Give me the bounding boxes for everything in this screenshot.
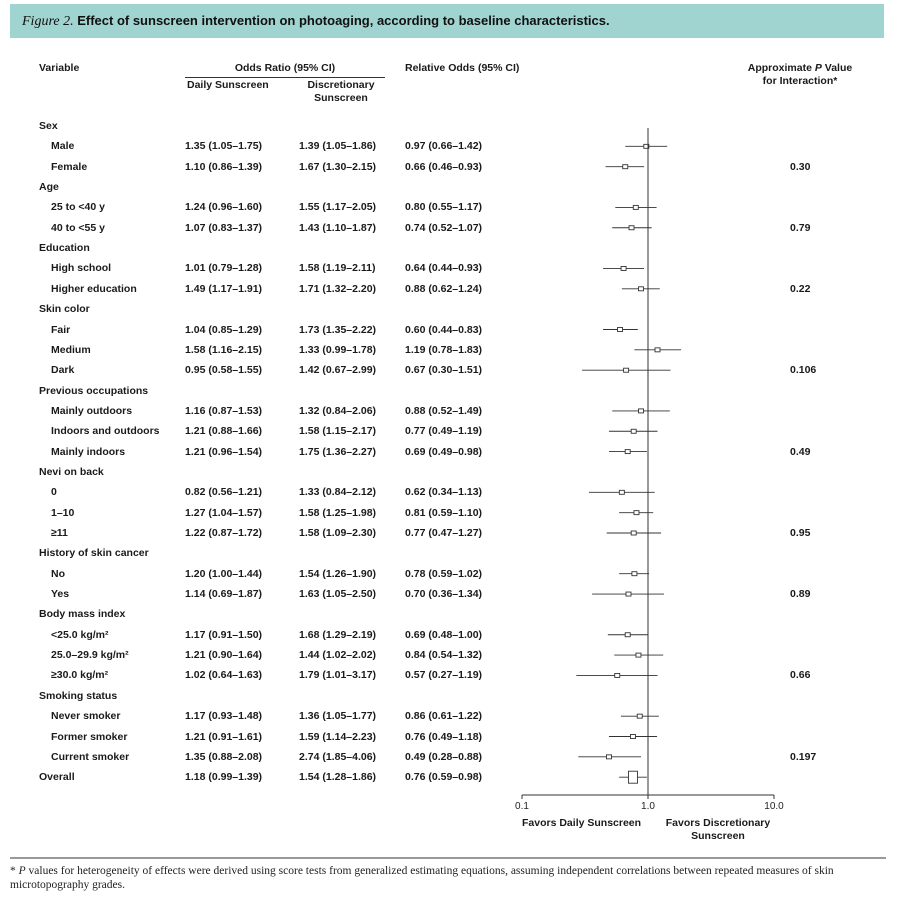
ci-mark — [582, 368, 670, 372]
relative-odds: 0.69 (0.48–1.00) — [405, 628, 483, 641]
daily-or: 1.22 (0.87–1.72) — [185, 527, 263, 539]
discretionary-or: 1.63 (1.05–2.50) — [299, 588, 377, 601]
ci-mark — [615, 205, 656, 209]
relative-odds: 0.88 (0.62–1.24) — [405, 282, 483, 295]
discretionary-or: 1.54 (1.26–1.90) — [299, 567, 377, 580]
ci-mark — [619, 572, 649, 576]
header-variable: Variable — [39, 62, 80, 74]
header-odds-ratio: Odds Ratio (95% CI) — [185, 62, 385, 78]
p-value: 0.79 — [790, 221, 811, 234]
point-estimate — [630, 735, 635, 739]
daily-or: 1.17 (0.93–1.48) — [185, 710, 263, 723]
p-value: 0.106 — [790, 364, 817, 377]
relative-odds: 0.49 (0.28–0.88) — [405, 750, 483, 763]
footnote — [10, 864, 886, 892]
point-estimate — [637, 714, 642, 718]
discretionary-or: 1.75 (1.36–2.27) — [299, 445, 377, 458]
ci-mark — [609, 735, 657, 739]
row-label: Male — [51, 140, 75, 153]
point-estimate — [631, 429, 636, 433]
group-label: Nevi on back — [39, 465, 104, 478]
ci-mark — [609, 429, 658, 433]
row-label: Female — [51, 160, 88, 173]
row-label: ≥30.0 kg/m² — [51, 669, 109, 682]
header-discretionary-line2: Sunscreen — [314, 92, 368, 104]
discretionary-or: 1.33 (0.99–1.78) — [299, 343, 377, 356]
daily-or: 1.16 (0.87–1.53) — [185, 404, 263, 417]
row-label: 25 to <40 y — [51, 201, 105, 214]
group-label: Smoking status — [39, 689, 118, 702]
discretionary-or: 1.55 (1.17–2.05) — [299, 201, 377, 214]
relative-odds: 0.74 (0.52–1.07) — [405, 221, 483, 234]
figure-label: Figure 2. — [22, 14, 74, 29]
ci-mark — [589, 490, 655, 494]
overall-label: Overall — [39, 771, 75, 784]
relative-odds: 0.67 (0.30–1.51) — [405, 364, 483, 377]
daily-or: 1.35 (1.05–1.75) — [185, 140, 263, 153]
discretionary-or: 1.58 (1.19–2.11) — [299, 262, 376, 275]
group-label: Skin color — [39, 303, 90, 316]
discretionary-or: 1.67 (1.30–2.15) — [299, 160, 377, 173]
relative-odds: 0.80 (0.55–1.17) — [405, 201, 483, 214]
overall-estimate — [619, 771, 647, 783]
ci-mark — [621, 714, 659, 718]
row-label: Dark — [51, 364, 75, 377]
row-label: Never smoker — [51, 710, 121, 723]
point-estimate — [619, 490, 624, 494]
footnote-p: P — [18, 865, 26, 877]
discretionary-or: 1.73 (1.35–2.22) — [299, 323, 377, 336]
daily-or: 1.10 (0.86–1.39) — [185, 160, 263, 173]
row-label: Medium — [51, 343, 91, 356]
relative-odds: 0.88 (0.52–1.49) — [405, 404, 483, 417]
daily-or: 1.07 (0.83–1.37) — [185, 221, 263, 234]
discretionary-or: 1.39 (1.05–1.86) — [299, 140, 377, 153]
discretionary-or: 1.54 (1.28–1.86) — [299, 771, 377, 784]
row-label: Mainly indoors — [51, 445, 126, 458]
discretionary-or: 1.71 (1.32–2.20) — [299, 282, 377, 295]
point-estimate — [623, 165, 628, 169]
relative-odds: 0.70 (0.36–1.34) — [405, 588, 483, 601]
point-estimate — [624, 368, 629, 372]
favors-discretionary-label — [660, 817, 776, 843]
ci-mark — [578, 755, 641, 759]
row-label: ≥11 — [51, 527, 68, 539]
relative-odds: 0.60 (0.44–0.83) — [405, 323, 483, 336]
point-estimate — [634, 511, 639, 515]
point-estimate — [655, 348, 660, 352]
discretionary-or: 1.32 (0.84–2.06) — [299, 404, 377, 417]
daily-or: 0.95 (0.58–1.55) — [185, 364, 263, 377]
discretionary-or: 2.74 (1.85–4.06) — [299, 750, 377, 763]
point-estimate — [632, 572, 637, 576]
ci-mark — [603, 328, 638, 332]
p-value: 0.95 — [790, 527, 811, 539]
daily-or: 1.21 (0.91–1.61) — [185, 730, 263, 743]
row-label: Indoors and outdoors — [51, 425, 160, 438]
daily-or: 1.21 (0.96–1.54) — [185, 445, 263, 458]
discretionary-or: 1.58 (1.09–2.30) — [299, 527, 377, 539]
favors-discretionary-line2: Sunscreen — [691, 830, 745, 842]
p-value: 0.22 — [790, 282, 811, 295]
point-estimate — [636, 653, 641, 657]
ci-mark — [612, 226, 651, 230]
row-label: Yes — [51, 588, 70, 601]
daily-or: 1.24 (0.96–1.60) — [185, 201, 263, 214]
ci-mark — [607, 531, 661, 535]
daily-or: 1.04 (0.85–1.29) — [185, 323, 263, 336]
discretionary-or: 1.43 (1.10–1.87) — [299, 221, 377, 234]
footnote-text: values for heterogeneity of effects were derived using score tests from generalized estimating equations, assuming independent correlations between repeated measures of skin microtopography grades. — [10, 865, 834, 891]
discretionary-or: 1.68 (1.29–2.19) — [299, 628, 377, 641]
point-estimate — [626, 592, 631, 596]
p-value: 0.89 — [790, 588, 811, 601]
discretionary-or: 1.42 (0.67–2.99) — [299, 364, 377, 377]
daily-or: 1.18 (0.99–1.39) — [185, 771, 263, 784]
point-estimate — [625, 450, 630, 454]
daily-or: 1.17 (0.91–1.50) — [185, 628, 263, 641]
p-value: 0.197 — [790, 750, 817, 763]
relative-odds: 0.57 (0.27–1.19) — [405, 669, 483, 682]
header-pvalue-line2: for Interaction* — [762, 75, 838, 87]
discretionary-or: 1.33 (0.84–2.12) — [299, 486, 377, 499]
row-label: High school — [51, 262, 112, 275]
point-estimate — [639, 287, 644, 291]
p-value: 0.49 — [790, 445, 811, 458]
ci-mark — [622, 287, 660, 291]
favors-daily-label: Favors Daily Sunscreen — [522, 817, 642, 829]
x-tick-label: 1.0 — [641, 801, 655, 812]
point-estimate — [615, 673, 620, 677]
x-tick-label: 0.1 — [515, 801, 529, 812]
group-label: Age — [39, 181, 59, 194]
ci-mark — [576, 673, 657, 677]
ci-mark — [608, 633, 648, 637]
ci-mark — [592, 592, 664, 596]
discretionary-or: 1.58 (1.15–2.17) — [299, 425, 377, 438]
relative-odds: 0.69 (0.49–0.98) — [405, 445, 483, 458]
daily-or: 0.82 (0.56–1.21) — [185, 486, 263, 499]
header-pvalue-line1: Approximate P Value — [747, 62, 853, 74]
row-label: No — [51, 567, 65, 580]
relative-odds: 0.64 (0.44–0.93) — [405, 262, 483, 275]
point-estimate — [633, 205, 638, 209]
relative-odds: 0.86 (0.61–1.22) — [405, 710, 483, 723]
daily-or: 1.02 (0.64–1.63) — [185, 669, 263, 682]
ci-mark — [614, 653, 663, 657]
discretionary-or: 1.36 (1.05–1.77) — [299, 710, 377, 723]
ci-mark — [634, 348, 681, 352]
header-discretionary-line1: Discretionary — [307, 79, 375, 91]
row-label: <25.0 kg/m² — [51, 628, 109, 641]
row-label: Former smoker — [51, 730, 128, 743]
row-label: 40 to <55 y — [51, 221, 105, 234]
relative-odds: 0.77 (0.47–1.27) — [405, 527, 483, 539]
point-estimate — [628, 771, 637, 783]
ci-mark — [606, 165, 645, 169]
ci-mark — [609, 450, 647, 454]
p-value: 0.66 — [790, 669, 811, 682]
row-label: 0 — [51, 486, 57, 499]
favors-discretionary-line1: Favors Discretionary — [665, 817, 771, 829]
row-label: Higher education — [51, 282, 137, 295]
row-label: 25.0–29.9 kg/m² — [51, 649, 129, 662]
relative-odds: 1.19 (0.78–1.83) — [405, 343, 483, 356]
relative-odds: 0.62 (0.34–1.13) — [405, 486, 483, 499]
header-relative-odds: Relative Odds (95% CI) — [405, 62, 520, 74]
point-estimate — [621, 266, 626, 270]
group-label: Previous occupations — [39, 384, 149, 397]
point-estimate — [631, 531, 636, 535]
discretionary-or: 1.79 (1.01–3.17) — [299, 669, 377, 682]
ci-mark — [625, 144, 667, 148]
daily-or: 1.21 (0.88–1.66) — [185, 425, 263, 438]
relative-odds: 0.84 (0.54–1.32) — [405, 649, 483, 662]
p-value: 0.30 — [790, 160, 811, 173]
x-tick-label: 10.0 — [764, 801, 784, 812]
footnote-star: * — [10, 865, 19, 877]
daily-or: 1.49 (1.17–1.91) — [185, 282, 263, 295]
daily-or: 1.21 (0.90–1.64) — [185, 649, 263, 662]
header-daily: Daily Sunscreen — [187, 79, 269, 91]
group-label: Education — [39, 242, 90, 255]
ci-mark — [603, 266, 644, 270]
point-estimate — [606, 755, 611, 759]
relative-odds: 0.78 (0.59–1.02) — [405, 567, 483, 580]
daily-or: 1.14 (0.69–1.87) — [185, 588, 263, 601]
discretionary-or: 1.58 (1.25–1.98) — [299, 506, 377, 519]
row-label: Current smoker — [51, 750, 130, 763]
relative-odds: 0.97 (0.66–1.42) — [405, 140, 483, 153]
relative-odds: 0.76 (0.59–0.98) — [405, 771, 483, 784]
point-estimate — [629, 226, 634, 230]
group-label: Sex — [39, 120, 58, 132]
discretionary-or: 1.44 (1.02–2.02) — [299, 649, 377, 662]
group-label: History of skin cancer — [39, 547, 149, 560]
ci-mark — [612, 409, 670, 413]
point-estimate — [625, 633, 630, 637]
discretionary-or: 1.59 (1.14–2.23) — [299, 730, 377, 743]
point-estimate — [618, 328, 623, 332]
row-label: Mainly outdoors — [51, 404, 133, 417]
point-estimate — [639, 409, 644, 413]
relative-odds: 0.77 (0.49–1.19) — [405, 425, 483, 438]
daily-or: 1.35 (0.88–2.08) — [185, 750, 263, 763]
relative-odds: 0.81 (0.59–1.10) — [405, 506, 483, 519]
daily-or: 1.01 (0.79–1.28) — [185, 262, 263, 275]
relative-odds: 0.66 (0.46–0.93) — [405, 160, 483, 173]
daily-or: 1.58 (1.16–2.15) — [185, 343, 263, 356]
row-label: 1–10 — [51, 506, 75, 519]
group-label: Body mass index — [39, 608, 126, 621]
row-label: Fair — [51, 323, 71, 336]
relative-odds: 0.76 (0.49–1.18) — [405, 730, 483, 743]
daily-or: 1.20 (1.00–1.44) — [185, 567, 263, 580]
daily-or: 1.27 (1.04–1.57) — [185, 506, 263, 519]
figure-title: Effect of sunscreen intervention on photoaging, according to baseline characteristics. — [77, 13, 610, 28]
